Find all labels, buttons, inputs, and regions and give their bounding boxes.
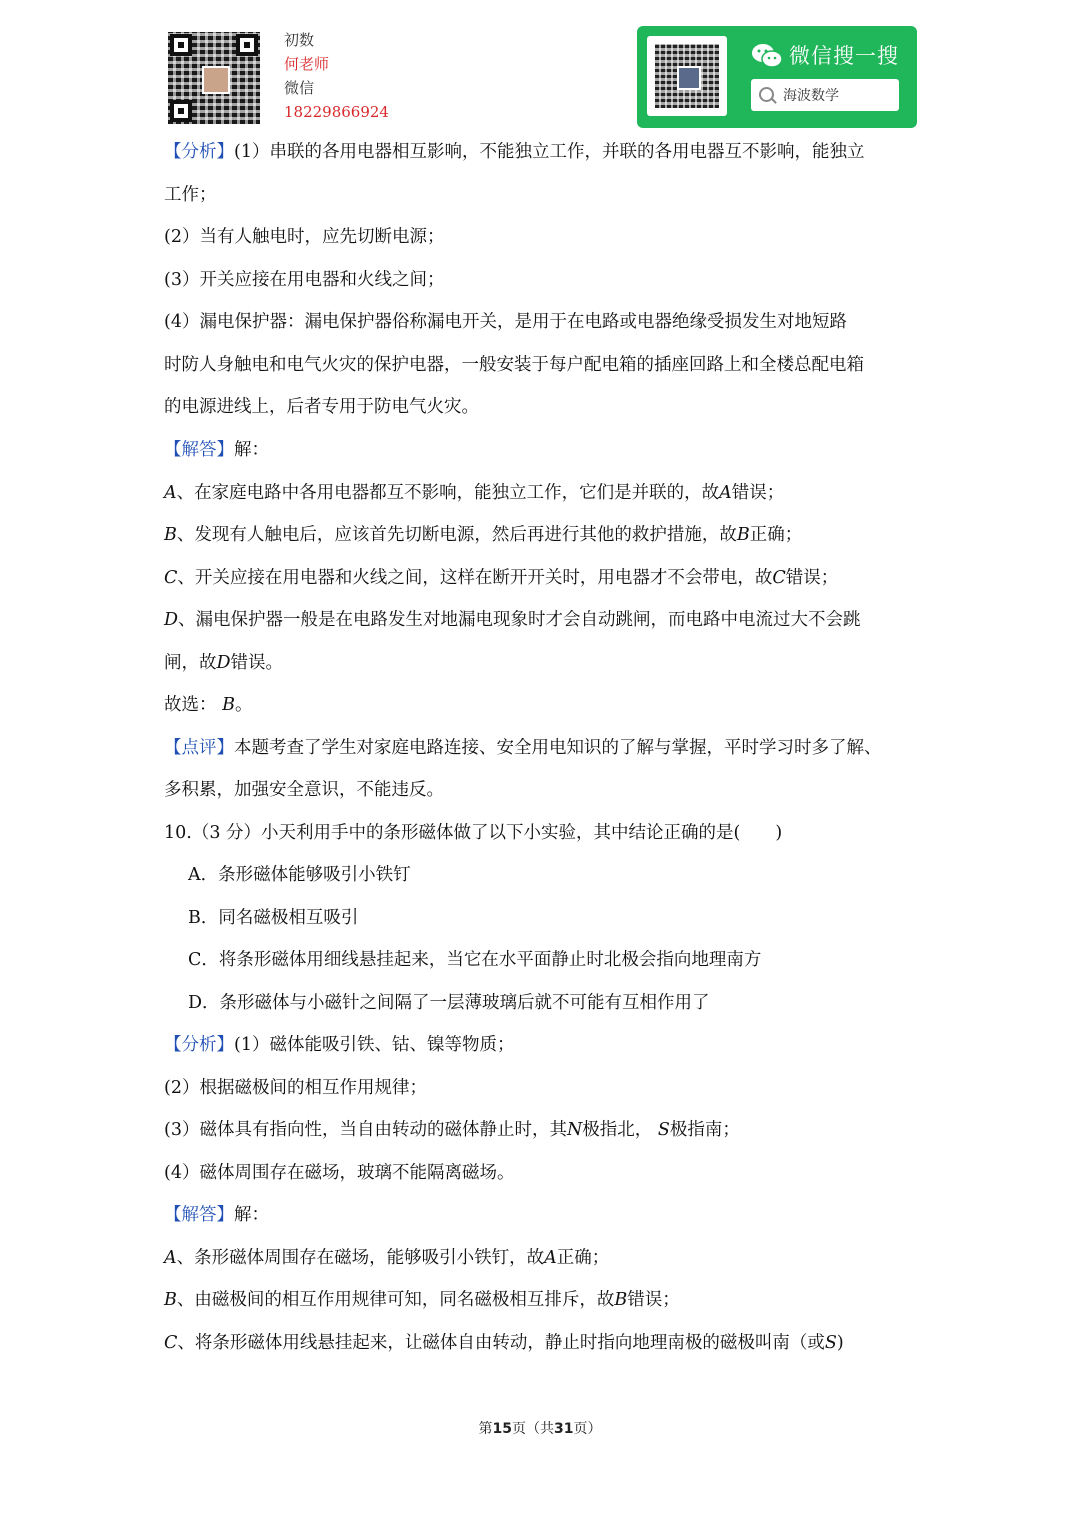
q9-analysis-line5: (4）漏电保护器：漏电保护器俗称漏电开关，是用于在电路或电器绝缘受损发生对地短路 — [164, 312, 847, 332]
q10-analysis-line2: (2）根据磁极间的相互作用规律； — [164, 1078, 427, 1098]
q10-analysis-line3 — [164, 1118, 740, 1142]
q9-analysis-line3: (2）当有人触电时，应先切断电源； — [164, 227, 445, 247]
analysis-text: (1）磁体能吸引铁、钴、镍等物质； — [234, 1035, 515, 1055]
wechat-qr-code — [655, 44, 719, 108]
analysis-tag: 【分析】 — [164, 1035, 234, 1055]
var-letter: S — [657, 1120, 670, 1140]
wechat-qr-box — [647, 36, 727, 116]
page-number: 15 — [492, 1421, 512, 1437]
answer-text: 、将条形磁体用线悬挂起来，让磁体自由转动，静止时指向地理南极的磁极叫南（或 — [177, 1333, 825, 1353]
q10-question: 10.（3 分）小天利用手中的条形磁体做了以下小实验，其中结论正确的是( ) — [164, 823, 783, 843]
wechat-search-card[interactable] — [637, 26, 917, 128]
answer-text: 正确； — [749, 525, 803, 545]
q9-analysis-line4: (3）开关应接在用电器和火线之间； — [164, 270, 445, 290]
q10-answer-a — [164, 1246, 609, 1270]
var-letter: B — [736, 525, 750, 545]
q10-analysis-line4: (4）磁体周围存在磁场，玻璃不能隔离磁场。 — [164, 1163, 515, 1183]
answer-text: 错误； — [627, 1290, 680, 1310]
qr-finder-icon — [236, 34, 258, 56]
answer-text: 正确； — [556, 1248, 610, 1268]
var-letter: D — [164, 610, 179, 630]
qr-code-left — [168, 32, 260, 124]
q9-answer-d-cont — [164, 651, 283, 675]
q10-answer-heading — [164, 1203, 269, 1227]
var-letter: C — [772, 568, 786, 588]
wechat-search-box[interactable] — [751, 79, 899, 111]
answer-text: 错误。 — [230, 653, 284, 673]
page-footer — [0, 1418, 1080, 1438]
choice-label: 故选： — [164, 695, 217, 715]
answer-text: 、条形磁体周围存在磁场，能够吸引小铁钉，故 — [176, 1248, 545, 1268]
var-letter: A — [164, 483, 177, 503]
wechat-logo-icon — [751, 42, 783, 70]
wechat-search-text: 海波数学 — [783, 88, 839, 104]
q9-analysis-line2: 工作； — [164, 185, 217, 205]
q9-answer-d — [164, 608, 861, 632]
q9-choice — [164, 693, 252, 717]
search-icon — [759, 87, 774, 102]
contact-line3: 微信 — [284, 79, 315, 97]
answer-tag: 【解答】 — [164, 440, 234, 460]
q10-answer-c — [164, 1331, 844, 1355]
answer-text: 、发现有人触电后，应该首先切断电源，然后再进行其他的救护措施，故 — [176, 525, 737, 545]
contact-name: 何老师 — [284, 55, 330, 73]
q10-option-d: D．条形磁体与小磁针之间隔了一层薄玻璃后就不可能有互相作用了 — [188, 993, 710, 1013]
answer-intro: 解： — [234, 1205, 269, 1225]
qr-avatar — [202, 66, 230, 94]
var-letter: B — [164, 1290, 177, 1310]
analysis-text: (1）串联的各用电器相互影响，不能独立工作，并联的各用电器互不影响，能独立 — [234, 142, 865, 162]
q9-comment-line2: 多积累，加强安全意识，不能违反。 — [164, 780, 444, 800]
answer-text: ) — [836, 1333, 844, 1353]
comment-text: 本题考查了学生对家庭电路连接、安全用电知识的了解与掌握，平时学习时多了解、 — [234, 738, 882, 758]
q10-option-a: A．条形磁体能够吸引小铁钉 — [188, 865, 411, 885]
analysis-text: (3）磁体具有指向性，当自由转动的磁体静止时，其 — [164, 1120, 567, 1140]
analysis-text: 极指北， — [582, 1120, 653, 1140]
answer-text: 错误； — [731, 483, 785, 503]
var-letter: C — [164, 568, 178, 588]
answer-text: 、由磁极间的相互作用规律可知，同名磁极相互排斥，故 — [176, 1290, 615, 1310]
analysis-tag: 【分析】 — [164, 142, 234, 162]
var-letter: A — [164, 1248, 177, 1268]
var-letter: B — [614, 1290, 628, 1310]
q9-comment-line1 — [164, 736, 882, 760]
footer-prefix: 第 — [478, 1421, 493, 1437]
teacher-contact — [284, 28, 389, 124]
var-letter: B — [164, 525, 177, 545]
q9-answer-b — [164, 523, 802, 547]
analysis-text: 极指南； — [669, 1120, 740, 1140]
var-letter: A — [544, 1248, 557, 1268]
q10-analysis-line1 — [164, 1033, 514, 1057]
answer-text: 、漏电保护器一般是在电路发生对地漏电现象时才会自动跳闸，而电路中电流过大不会跳 — [178, 610, 861, 630]
total-pages: 31 — [554, 1421, 574, 1437]
footer-mid: 页（共 — [512, 1421, 554, 1437]
choice-end: 。 — [234, 695, 253, 715]
footer-suffix: 页） — [573, 1421, 602, 1437]
q10-option-c: C．将条形磁体用细线悬挂起来，当它在水平面静止时北极会指向地理南方 — [188, 950, 762, 970]
q9-answer-a — [164, 481, 784, 505]
comment-tag: 【点评】 — [164, 738, 234, 758]
q10-answer-b — [164, 1288, 680, 1312]
contact-phone: 18229866924 — [284, 103, 389, 121]
answer-text: 闸，故 — [164, 653, 217, 673]
contact-line1: 初数 — [284, 31, 315, 49]
var-letter: C — [164, 1333, 178, 1353]
answer-text: 、在家庭电路中各用电器都互不影响，能独立工作，它们是并联的，故 — [176, 483, 720, 503]
qr-finder-icon — [170, 34, 192, 56]
var-letter: A — [719, 483, 732, 503]
var-letter: S — [824, 1333, 837, 1353]
q9-analysis-line7: 的电源进线上，后者专用于防电气火灾。 — [164, 397, 479, 417]
wechat-search-title: 微信搜一搜 — [789, 44, 899, 68]
answer-tag: 【解答】 — [164, 1205, 234, 1225]
var-letter: N — [566, 1120, 583, 1140]
q9-answer-heading — [164, 438, 269, 462]
q9-analysis-line1 — [164, 140, 864, 164]
answer-intro: 解： — [234, 440, 269, 460]
choice-value: B — [222, 695, 235, 715]
q9-answer-c — [164, 566, 838, 590]
answer-text: 错误； — [785, 568, 839, 588]
answer-text: 、开关应接在用电器和火线之间，这样在断开开关时，用电器才不会带电，故 — [177, 568, 773, 588]
wechat-qr-avatar — [677, 66, 701, 90]
var-letter: D — [216, 653, 231, 673]
qr-finder-icon — [170, 100, 192, 122]
q10-option-b: B．同名磁极相互吸引 — [188, 908, 359, 928]
q9-analysis-line6: 时防人身触电和电气火灾的保护电器，一般安装于每户配电箱的插座回路上和全楼总配电箱 — [164, 355, 864, 375]
